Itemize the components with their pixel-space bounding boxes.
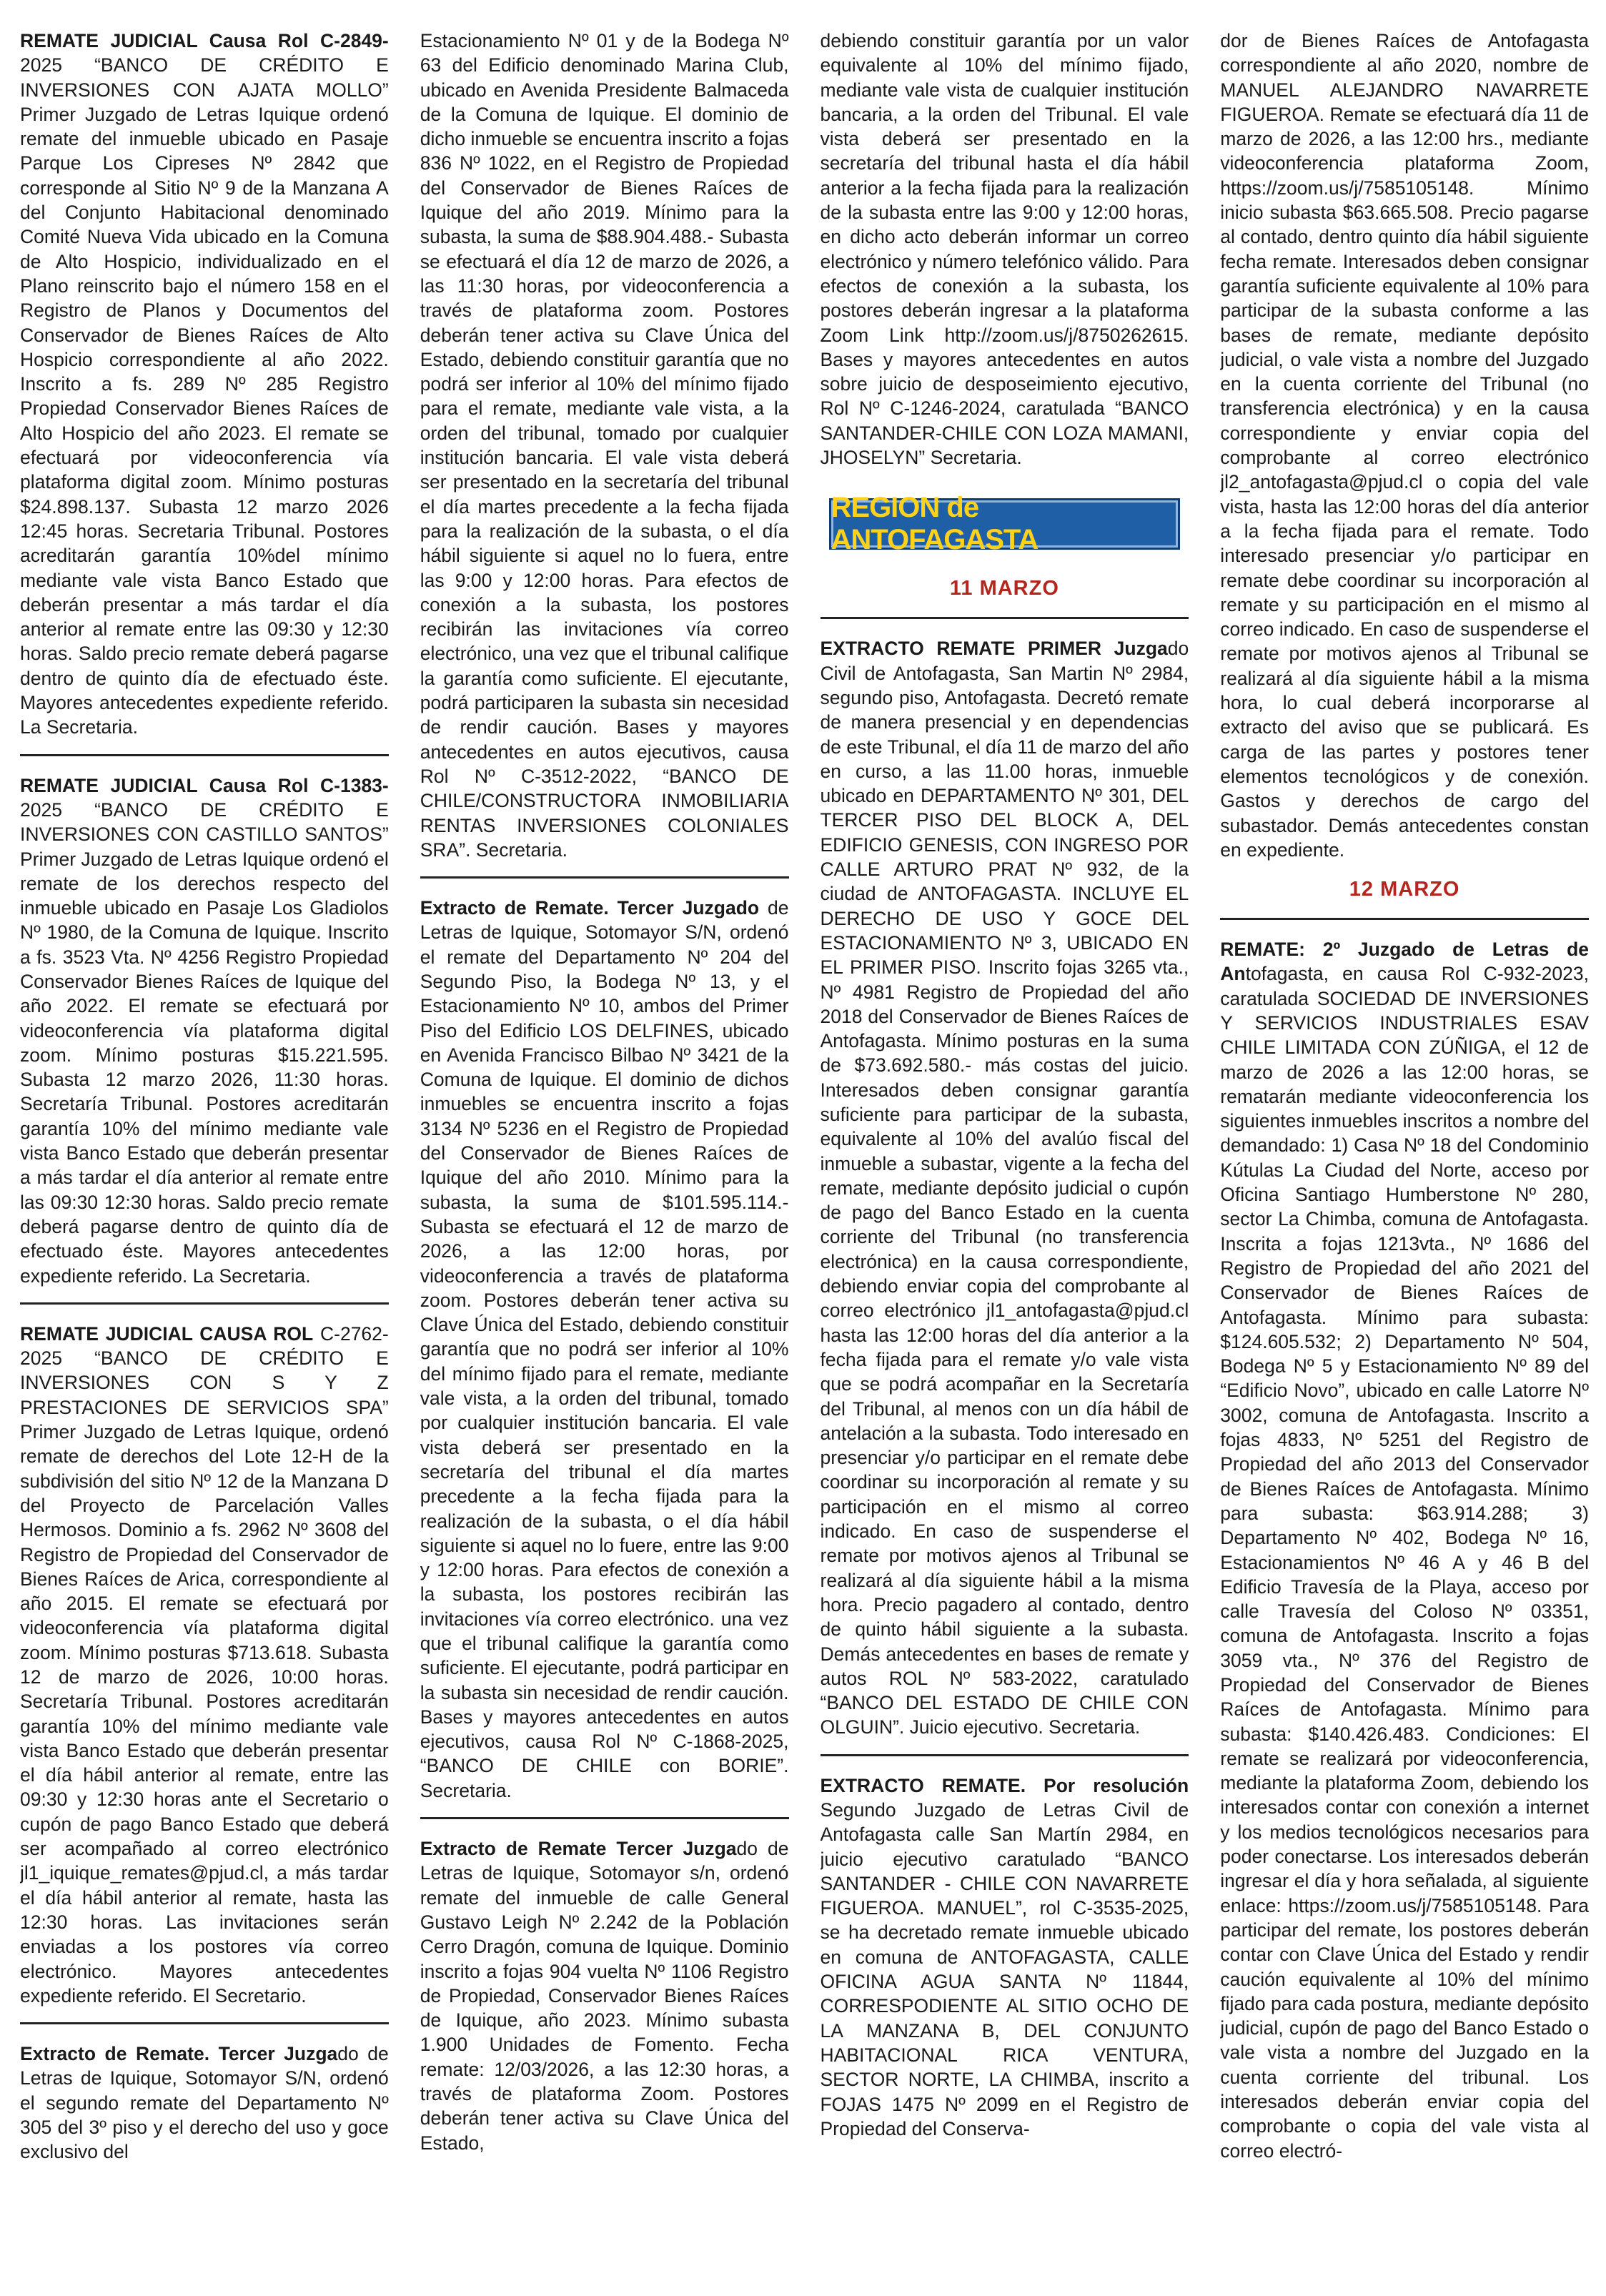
notice-lead: EXTRACTO REMATE. Por resolución — [820, 1774, 1189, 1796]
column-4 — [1220, 29, 1589, 2296]
notice-lead: REMATE JUDICIAL CAUSA ROL — [20, 1322, 314, 1345]
region-banner-label: REGION de ANTOFAGASTA — [831, 492, 1039, 556]
notice-body: de Letras de Iquique, Sotomayor S/N, ordenó el remate del Departamento Nº 204 del Segundo Piso, la Bodega Nº 13, y el Estacionamiento Nº 10, ambos del Primer Piso del Edificio LOS DELFINES, ubicado en Avenida Francisco Bilbao Nº 3421 de la Comuna de Iquique. El dominio de dichos inmuebles se encuentra inscrito a fojas 3134 Nº 5236 en el Registro de Propiedad del Conservador de Bienes Raíces de Iquique del año 2010. Mínimo para la subasta, la suma de $101.595.114.-Subasta se efectuará el 12 de marzo de 2026, a las 12:00 horas, por videoconferencia a través de plataforma zoom. Postores deberán tener activa su Clave Única del Estado, debiendo constituir garantía que no podrá ser inferior al 10% del mínimo fijado para el remate, mediante vale vista, a la orden del tribunal, tomado por cualquier institución bancaria. El vale vista deberá ser presentado en la secretaría del tribunal el día martes precedente a la fecha fijada para la realización de la subasta, o el día hábil siguiente si aquel no lo fuere, entre las 9:00 y 12:00 horas. Para efectos de conexión a la subasta, los postores recibirán las invitaciones vía correo electrónico. una vez que el tribunal califique la garantía como suficiente. El ejecutante, podrá participar en la subasta sin necesidad de rendir caución. Bases y mayores antecedentes en autos ejecutivos, causa Rol Nº C-1868-2025, “BANCO DE CHILE con BORIE”. Secretaria. — [420, 897, 789, 1801]
notice-body: 2025 “BANCO DE CRÉDITO E INVERSIONES CON CASTILLO SANTOS” Primer Juzgado de Letras Iquique ordenó el remate de los derechos respecto del inmueble ubicado en Pasaje Los Gladiolos Nº 1980, de la Comuna de Iquique. Inscrito a fs. 3523 Vta. Nº 4256 Registro Propiedad Conservador Bienes Raíces de Iquique del año 2022. El remate se efectuará por videoconferencia vía plataforma digital zoom. Mínimo posturas $15.221.595. Subasta 12 marzo 2026, 11:30 horas. Secretaría Tribunal. Postores acreditarán garantía 10% del mínimo mediante vale vista Banco Estado que deberán presentar a más tardar el día anterior al remate entre las 09:30 12:30 horas. Saldo precio remate deberá pagarse dentro de quinto día de efectuado éste. Mayores antecedentes expediente referido. La Secretaria. — [20, 798, 389, 1287]
notice-body: do de Letras de Iquique, Sotomayor s/n, ordenó remate del inmueble de calle General Gustavo Leigh Nº 2.242 de la Población Cerro Dragón, comuna de Iquique. Dominio inscrito a fojas 904 vuelta Nº 1106 Registro de Propiedad, Conservador Bienes Raíces de Iquique, año 2023. Mínimo subasta 1.900 Unidades de Fomento. Fecha remate: 12/03/2026, a las 12:30 horas, a través de plataforma Zoom. Postores deberán tener activa su Clave Única del Estado, — [420, 1838, 789, 2154]
notice-lead: Extracto de Remate Tercer Juzga — [420, 1838, 737, 1860]
notice-body: Segundo Juzgado de Letras Civil de Antofagasta calle San Martín 2984, en juicio ejecutivo caratulado “BANCO SANTANDER - CHILE CON NAVARRETE FIGUEROA. MANUEL”, rol C-3535-2025, se ha decretado remate inmueble ubicado en comuna de ANTOFAGASTA, CALLE OFICINA AGUA SANTA Nº 11844, CORRESPODIENTE AL SITIO OCHO DE LA MANZANA B, DEL CONJUNTO HABITACIONAL RICA VENTURA, SECTOR NORTE, LA CHIMBA, inscrito a FOJAS 1475 Nº 2099 en el Registro de Propiedad del Conserva- — [820, 1799, 1189, 2139]
notice-remate-c2849 — [20, 29, 389, 740]
notice-lead: EXTRACTO REMATE PRIMER Juzga — [820, 638, 1168, 660]
notice-extracto-los-delfines — [420, 896, 789, 1803]
notice-remate-c1383 — [20, 773, 389, 1288]
date-heading: 12 MARZO — [1349, 878, 1460, 901]
notice-body: dor de Bienes Raíces de Antofagasta correspondiente al año 2020, nombre de MANUEL ALEJANDRO NAVARRETE FIGUEROA. Remate se efectuará día 11 de marzo de 2026, a las 12:00 hrs., mediante videoconferencia plataforma Zoom, https://zoom.us/j/7585105148. Mínimo inicio subasta $63.665.508. Precio pagarse al contado, dentro quinto día hábil siguiente fecha remate. Interesados deben consignar garantía suficiente equivalente al 10% para participar de la subasta conforme a las bases de remate, mediante depósito judicial, o vale vista a nombre del Juzgado en la cuenta corriente del Tribunal (no transferencia electrónica) y en la causa correspondiente y enviar copia del comprobante al correo electrónico jl2_antofagasta@pjud.cl o copia del vale vista, hasta las 12:00 horas del día anterior a la fecha fijada para el remate. Todo interesado presenciar y/o participar en remate debe coordinar su incorporación al remate y su participación en el mismo al correo indicado. En caso de suspenderse el remate por motivos ajenos al Tribunal se realizará al día siguiente hábil a la misma hora, lo cual deberá incorporarse al extracto del aviso que se publicará. Es carga de las partes y postores tener elementos tecnológicos y de conexión. Gastos y derechos de cargo del subastador. Demás antecedentes constan en expediente. — [1220, 30, 1589, 861]
notice-body: 2025 “BANCO DE CRÉDITO E INVERSIONES CON AJATA MOLLO” Primer Juzgado de Letras Iquique ordenó remate del inmueble ubicado en Pasaje Parque Los Cipreses Nº 2842 que corresponde al Sitio Nº 9 de la Manzana A del Conjunto Habitacional denominado Comité Nueva Vida ubicado en la Comuna de Alto Hospicio, individualizado en el Plano reinscrito bajo el número 158 en el Registro de Planos y Documentos del Conservador de Bienes Raíces de Alto Hospicio correspondiente al año 2022. Inscrito a fs. 289 Nº 285 Registro Propiedad Conservador Bienes Raíces de Alto Hospicio del año 2023. El remate se efectuará por videoconferencia vía plataforma digital zoom. Mínimo posturas $24.898.137. Subasta 12 marzo 2026 12:45 horas. Secretaria Tribunal. Postores acreditarán garantía 10%del mínimo mediante vale vista Banco Estado que deberán presentar a más tardar el día anterior al remate entre las 09:30 y 12:30 horas. Saldo precio remate deberá pagarse dentro de quinto día de efectuado éste. Mayores antecedentes expediente referido. La Secretaria. — [20, 54, 389, 738]
notice-lead: Extracto de Remate. Tercer Juzga — [20, 2043, 338, 2065]
notice-body: do Civil de Antofagasta, San Martin Nº 2984, segundo piso, Antofagasta. Decretó remate de manera presencial y en dependencias de este Tribunal, el día 11 de marzo del año en curso, a las 11.00 horas, inmueble ubicado en DEPARTAMENTO Nº 301, DEL TERCER PISO DEL BLOCK A, DEL EDIFICIO GENESIS, CON INGRESO POR CALLE ARTURO PRAT Nº 932, de la ciudad de ANTOFAGASTA. INCLUYE EL DERECHO DE USO Y GOCE DEL ESTACIONAMIENTO Nº 3, UBICADO EN EL PRIMER PISO. Inscrito fojas 3265 vta., Nº 4981 Registro de Propiedad del año 2018 del Conservador de Bienes Raíces de Antofagasta. Mínimo posturas en la suma de $73.692.580.- más costas del juicio. Interesados deben consignar garantía suficiente para participar de la subasta, equivalente al 10% del avalúo fiscal del inmueble a subastar, vigente a la fecha del remate, mediante depósito judicial o cupón de pago del Banco Estado en la cuenta corriente del Tribunal (no transferencia electrónica) en la causa correspondiente, debiendo enviar copia del comprobante al correo electrónico jl1_antofagasta@pjud.cl hasta las 12:00 horas del día anterior a la fecha fijada para el remate y/o vale vista que se podrá acompañar en la Secretaría del Tribunal, al menos con un día hábil de antelación a la subasta. Todo interesado en presenciar y/o participar en el remate debe coordinar su incorporación al remate y su participación en el mismo al correo indicado. En caso de suspenderse el remate por motivos ajenos al Tribunal se realizará al día siguiente hábil a la misma hora. Precio pagadero al contado, dentro de quinto hábil siguiente a la subasta. Demás antecedentes en bases de remate y autos ROL Nº 583-2022, caratulado “BANCO DEL ESTADO DE CHILE CON OLGUIN”. Juicio ejecutivo. Secretaria. — [820, 638, 1189, 1738]
date-rule — [821, 617, 1189, 619]
notice-extracto-genesis — [821, 636, 1189, 1739]
region-banner — [829, 492, 1181, 556]
notice-extracto-navarrete — [821, 1773, 1189, 2141]
notice-separator — [20, 754, 389, 756]
notice-body: Estacionamiento Nº 01 y de la Bodega Nº 63 del Edificio denominado Marina Club, ubicado en Avenida Presidente Balmaceda de la Comuna de Iquique. El dominio de dicho inmueble se encuentra inscrito a fojas 836 Nº 1022, en el Registro de Propiedad del Conservador de Bienes Raíces de Iquique del año 2019. Mínimo para la subasta, la suma de $88.904.488.- Subasta se efectuará el día 12 de marzo de 2026, a las 11:30 horas, por videoconferencia a través de plataforma zoom. Postores deberán tener activa su Clave Única del Estado, debiendo constituir garantía que no podrá ser inferior al 10% del mínimo fijado para el remate, mediante vale vista, a la orden del tribunal, tomado por cualquier institución bancaria. El vale vista deberá ser presentado en la secretaría del tribunal el día martes precedente a la fecha fijada para la realización de la subasta, o el día hábil siguiente si aquel no lo fuera, entre las 9:00 y 12:00 horas. Para efectos de conexión a la subasta, los postores recibirán las invitaciones vía correo electrónico, una vez que el tribunal califique la garantía como suficiente. El ejecutante, podrá participaren la subasta sin necesidad de rendir caución. Bases y mayores antecedentes en autos ejecutivos, causa Rol Nº C-3512-2022, “BANCO DE CHILE/CONSTRUCTORA INMOBILIARIA RENTAS INVERSIONES COLONIALES SRA”. Secretaria. — [420, 30, 789, 861]
notice-body: debiendo constituir garantía por un valor equivalente al 10% del mínimo fijado, mediante vale vista de cualquier institución bancaria, a la orden del Tribunal. El vale vista deberá ser presentado en la secretaría del tribunal hasta el día hábil anterior a la fecha fijada para la realización de la subasta entre las 9:00 y 12:00 horas, en dicho acto deberán informar un correo electrónico y número telefónico válido. Para efectos de conexión a la subasta, los postores deberán ingresar a la plataforma Zoom Link http://zoom.us/j/8750262615. Bases y mayores antecedentes en autos sobre juicio de desposeimiento ejecutivo, Rol Nº C-1246-2024, caratulada “BANCO SANTANDER-CHILE CON LOZA MAMANI, JHOSELYN” Secretaria. — [820, 30, 1189, 469]
notice-body: tofagasta, en causa Rol C-932-2023, caratulada SOCIEDAD DE INVERSIONES Y SERVICIOS INDUSTRIALES ESAV CHILE LIMITADA CON ZÚÑIGA, el 12 de marzo de 2026 a las 12:00 horas, se rematarán mediante videoconferencia los siguientes inmuebles inscritos a nombre del demandado: 1) Casa Nº 18 del Condominio Kútulas La Ciudad del Norte, acceso por Oficina Santiago Humberstone Nº 280, sector La Chimba, comuna de Antofagasta. Inscrita a fojas 1213vta., Nº 1686 del Registro de Propiedad del año 2021 del Conservador de Bienes Raíces de Antofagasta. Mínimo para subasta: $124.605.532; 2) Departamento Nº 504, Bodega Nº 5 y Estacionamiento Nº 89 del “Edificio Novo”, ubicado en calle Latorre Nº 3002, comuna de Antofagasta. Inscrito a fojas 4833, Nº 5251 del Registro de Propiedad del año 2013 del Conservador de Bienes Raíces de Antofagasta. Mínimo para subasta: $63.914.288; 3) Departamento Nº 402, Bodega Nº 16, Estacionamientos Nº 46 A y 46 B del Edificio Travesía de la Playa, acceso por calle Travesía del Coloso Nº 03351, comuna de Antofagasta. Inscrito a fojas 3059 vta., Nº 376 del Registro de Propiedad del Conservador de Bienes Raíces de Antofagasta. Mínimo para subasta: $140.426.483. Condiciones: El remate se realizará por videoconferencia, mediante la plataforma Zoom, debiendo los interesados contar con conexión a internet y los medios tecnológicos necesarios para poder conectarse. Los interesados deberán ingresar el día y hora señalada, al siguiente enlace: https://zoom.us/j/7585105148. Para participar del remate, los postores deberán contar con Clave Única del Estado y rendir caución equivalente al 10% del mínimo fijado para cada postura, mediante depósito judicial, cupón de pago del Banco Estado o vale vista a nombre del Juzgado en la cuenta corriente del tribunal. Los interesados deberán enviar copia del comprobante o copia del vale vista al correo electró- — [1220, 963, 1589, 2162]
notice-extracto-navarrete-cont — [1220, 29, 1589, 862]
notice-separator — [20, 2022, 389, 2024]
notice-lead: REMATE JUDICIAL Causa Rol C-2849- — [20, 30, 389, 51]
column-1 — [20, 29, 389, 2296]
notice-remate-c2762 — [20, 1322, 389, 2008]
notice-separator — [20, 1302, 389, 1305]
column-3 — [821, 29, 1189, 2296]
column-2 — [420, 29, 789, 2296]
notice-body: do de Letras de Iquique, Sotomayor S/N, ordenó el segundo remate del Departamento Nº 305 del 3º piso y el derecho del uso y goce exclusivo del — [20, 2043, 389, 2163]
notice-body: C-2762-2025 “BANCO DE CRÉDITO E INVERSIONES CON S Y Z PRESTACIONES DE SERVICIOS SPA” Primer Juzgado de Letras Iquique, ordenó remate de derechos del Lote 12-H de la subdivisión del sitio Nº 12 de la Manzana D del Proyecto de Parcelación Valles Hermosos. Dominio a fs. 2962 Nº 3608 del Registro de Propiedad del Conservador de Bienes Raíces de Arica, correspondiente al año 2015. El remate se efectuará por videoconferencia vía plataforma digital zoom. Mínimo posturas $713.618. Subasta 12 de marzo de 2026, 10:00 horas. Secretaría Tribunal. Postores acreditarán garantía 10% del mínimo mediante vale vista Banco Estado que deberán presentar el día hábil anterior al remate, entre las 09:30 y 12:30 horas ante el Secretario o cupón de pago Banco Estado que deberá ser acompañado al correo electrónico jl1_iquique_remates@pjud.cl, a más tardar el día hábil anterior al remate, hasta las 12:30 horas. Las invitaciones serán enviadas a los postores vía correo electrónico. Mayores antecedentes expediente referido. El Secretario. — [20, 1322, 389, 2006]
notice-separator — [821, 1754, 1189, 1756]
date-heading: 11 MARZO — [949, 577, 1059, 600]
date-rule — [1220, 918, 1589, 920]
notice-extracto-leigh-cont — [821, 29, 1189, 470]
notice-separator — [420, 876, 789, 879]
notice-lead: REMATE: 2º Juzgado de Letras de An — [1220, 939, 1589, 985]
notice-extracto-marina-club — [20, 2042, 389, 2164]
notice-extracto-leigh — [420, 1836, 789, 2155]
notice-lead: REMATE JUDICIAL Causa Rol C-1383- — [20, 774, 389, 796]
notice-remate-c932 — [1220, 937, 1589, 2163]
notice-lead: Extracto de Remate. Tercer Juzgado — [420, 897, 760, 919]
notice-extracto-marina-club-cont — [420, 29, 789, 862]
notice-separator — [420, 1817, 789, 1819]
